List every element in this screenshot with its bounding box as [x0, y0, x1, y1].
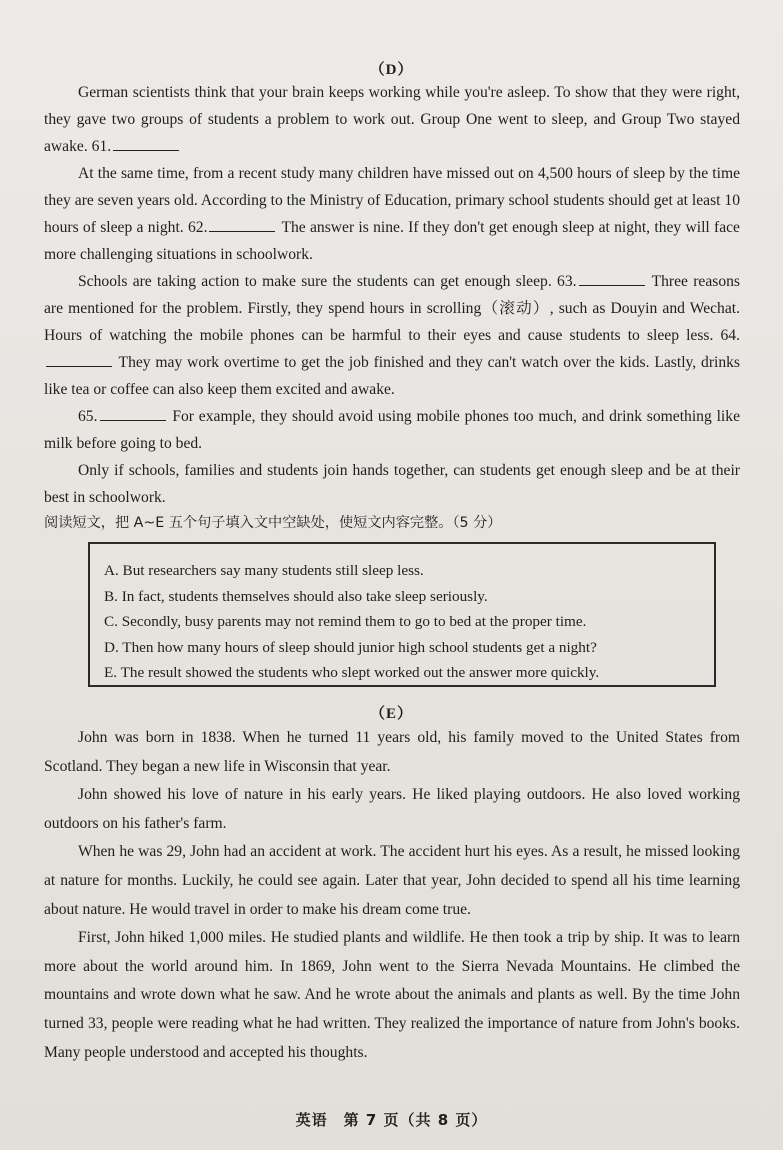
passage-d-paragraph-1: German scientists think that your brain keeps working while you're asleep. To show that they were right, they gave two groups of students a problem to work out. Group One went to sleep, and Group Two stayed awake. 61.	[44, 84, 740, 155]
blank-62[interactable]	[209, 216, 275, 232]
passage-d-paragraph-2: At the same time, from a recent study many children have missed out on 4,500 hours of sleep by the time they are seven years old. According to the Ministry of Education, primary school students should get at least 10 hours of sleep a night. 62. The answer is nine. If they don't get enough sleep at night, they will face more challenging situations in schoolwork.	[44, 165, 740, 263]
passage-e-paragraph-4: First, John hiked 1,000 miles. He studied plants and wildlife. He then took a trip by ship. It was to learn more about the world around him. In 1869, John went to the Sierra Nevada Mountains. He climbed the mountains and wrote down what he saw. And he wrote about the animals and plants as well. By the time John turned 33, people were reading what he had written. They realized the importance of nature from John's books. Many people understood and accepted his thoughts.	[44, 929, 740, 1061]
passage-d-paragraph-4: 65. For example, they should avoid using mobile phones too much, and drink something like milk before going to bed.	[44, 403, 740, 457]
passage-e-paragraph-3: When he was 29, John had an accident at work. The accident hurt his eyes. As a result, he missed looking at nature for months. Luckily, he could see again. Later that year, John decided to spend all his time learning about nature. He would travel in order to make his dream come true.	[44, 843, 740, 918]
option-e: E. The result showed the students who slept worked out the answer more quickly.	[104, 664, 600, 682]
option-d: D. Then how many hours of sleep should junior high school students get a night?	[104, 638, 597, 656]
option-b: B. In fact, students themselves should also take sleep seriously.	[104, 587, 488, 605]
section-d-heading: （D）	[369, 62, 414, 78]
passage-d-paragraph-3: Schools are taking action to make sure the students can get enough sleep. 63. Three reasons are mentioned for the problem. Firstly, they spend hours in scrolling（滚动）, such as Douyin and Wechat. Hours of watching the mobile phones can be harmful to their eyes and cause students to sleep less. 64. They may work overtime to get the job finished and they can't watch over the kids. Lastly, drinks like tea or coffee can also keep them excited and awake.	[44, 268, 740, 403]
passage-e-paragraph-1: John was born in 1838. When he turned 11 years old, his family moved to the United States from Scotland. They began a new life in Wisconsin that year.	[44, 729, 740, 775]
blank-61[interactable]	[113, 135, 179, 151]
passage-e	[44, 724, 740, 1067]
option-a: A. But researchers say many students still sleep less.	[104, 562, 424, 579]
passage-e-paragraph-2: John showed his love of nature in his early years. He liked playing outdoors. He also loved working outdoors on his father's farm.	[44, 786, 740, 832]
blank-63[interactable]	[579, 270, 645, 286]
blank-64[interactable]	[46, 351, 112, 367]
options-box	[88, 542, 716, 687]
blank-65[interactable]	[100, 405, 166, 421]
option-c: C. Secondly, busy parents may not remind them to go to bed at the proper time.	[104, 613, 587, 631]
instruction-text: 阅读短文，把 A~E 五个句子填入文中空缺处，使短文内容完整。（5 分）	[44, 515, 502, 531]
page-footer: 英语 第 7 页（共 8 页）	[295, 1111, 488, 1129]
passage-d	[44, 79, 740, 511]
section-e-heading: （E）	[369, 706, 413, 722]
passage-d-paragraph-5: Only if schools, families and students join hands together, can students get enough sleep and be at their best in schoolwork.	[44, 462, 740, 506]
